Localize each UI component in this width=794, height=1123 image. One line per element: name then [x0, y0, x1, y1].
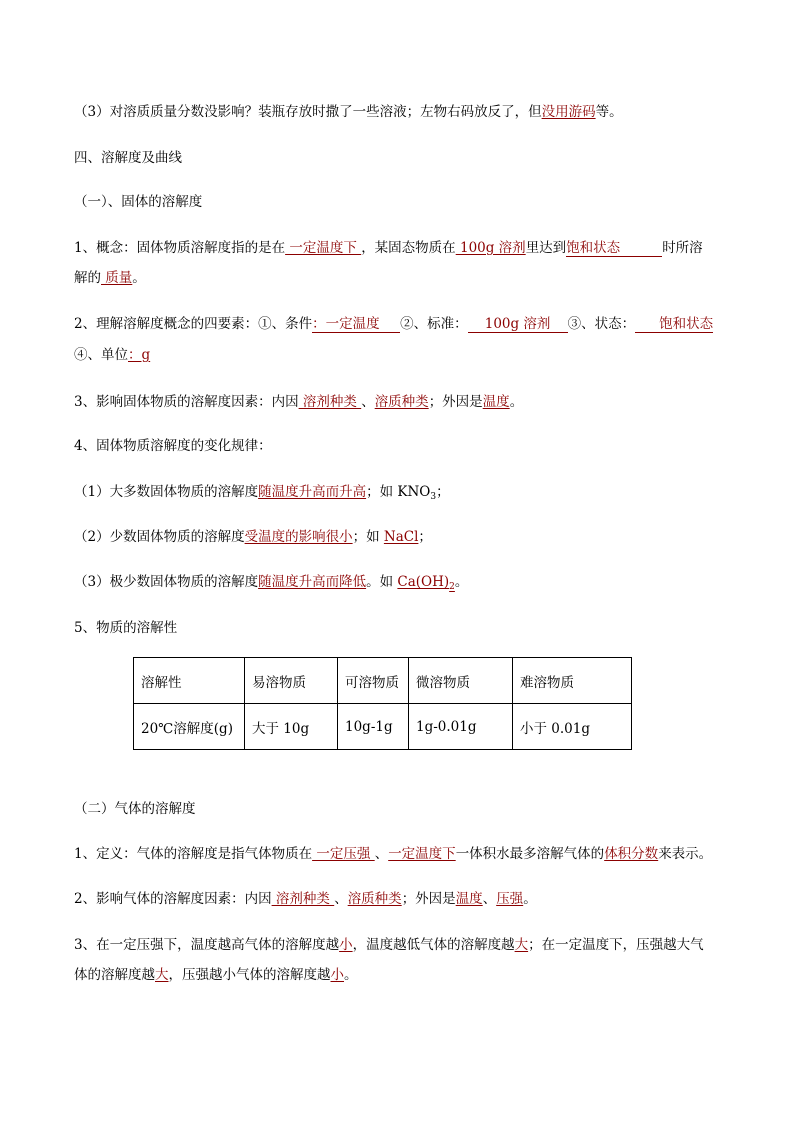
subscript: 2	[449, 582, 455, 592]
table-cell: 微溶物质	[409, 658, 513, 704]
gas-factors-blank-solvent: 溶剂种类	[271, 891, 335, 907]
factors-text: 、	[334, 891, 348, 907]
law-text: ，温度越低气体的溶解度越	[352, 937, 515, 953]
factors-blank-temperature: 温度	[482, 394, 510, 410]
solid-factors-line	[74, 392, 523, 412]
elements-blank-state: 饱和状态	[635, 316, 713, 333]
definition-blank-pressure: 一定压强	[312, 846, 375, 862]
item-3-suffix: 等。	[595, 104, 623, 120]
concept-line-2	[74, 268, 146, 288]
rule-2-blank: 受温度的影响很小	[244, 529, 353, 545]
concept-text: 时所溶	[662, 240, 703, 256]
concept-blank-state: 饱和状态	[566, 240, 662, 257]
rule-3-blank: 随温度升高而降低	[258, 574, 367, 590]
table-cell: 可溶物质	[338, 658, 409, 704]
subscript: 3	[430, 492, 437, 502]
definition-blank-volume: 体积分数	[604, 846, 659, 862]
solid-solubility-title: （一）、固体的溶解度	[74, 194, 203, 210]
concept-text: 里达到	[525, 240, 567, 256]
concept-blank-mass: 质量	[101, 270, 133, 286]
law-text: 体的溶解度越	[74, 967, 155, 983]
factors-blank-solvent: 溶剂种类	[298, 394, 362, 410]
factors-text: 、	[482, 891, 497, 907]
concept-text: 。	[132, 270, 146, 286]
rule-text: 。	[454, 574, 469, 590]
gas-factors-blank-solute: 溶质种类	[347, 891, 402, 907]
rule-text: （2）少数固体物质的溶解度	[74, 529, 245, 545]
factors-blank-solute: 溶质种类	[374, 394, 429, 410]
table-cell: 难溶物质	[513, 658, 632, 704]
concept-blank-temperature: 一定温度下	[285, 240, 362, 256]
rule-text: ；	[436, 484, 450, 500]
gas-factors-line	[74, 889, 537, 909]
gas-solubility-title: （二）气体的溶解度	[74, 801, 196, 817]
elements-text: ③、状态：	[567, 316, 636, 332]
rule-3-example: Ca(OH)	[397, 574, 450, 590]
law-text: ；在一定温度下，压强越大气	[528, 937, 704, 953]
elements-blank-standard: 100g 溶剂	[468, 316, 568, 333]
section-4-title: 四、溶解度及曲线	[74, 150, 182, 166]
definition-blank-temperature: 一定温度下	[388, 846, 456, 862]
rule-text: ；如	[352, 529, 384, 545]
law-blank: 大	[514, 937, 529, 953]
rule-text: ；如 KNO	[366, 484, 431, 500]
law-text: 。	[344, 967, 358, 983]
solubility-title: 5、物质的溶解性	[74, 620, 178, 636]
gas-factors-blank-pressure: 压强	[496, 891, 524, 907]
elements-text: ④、单位	[74, 347, 128, 363]
concept-text: ，某固态物质在	[361, 240, 456, 256]
law-text: ，压强越小气体的溶解度越	[168, 967, 331, 983]
rule-1-line	[74, 482, 450, 502]
gas-factors-blank-temperature: 温度	[455, 891, 483, 907]
factors-text: 3、影响固体物质的溶解度因素：内因	[74, 394, 299, 410]
gas-definition-line	[74, 844, 712, 864]
law-blank: 小	[339, 937, 353, 953]
rule-3-line	[74, 572, 468, 592]
factors-text: 2、影响气体的溶解度因素：内因	[74, 891, 272, 907]
concept-text: 解的	[74, 270, 101, 286]
elements-text: ②、标准：	[400, 316, 468, 332]
table-row	[134, 704, 632, 750]
table-header-row	[134, 658, 632, 704]
rule-text: （1）大多数固体物质的溶解度	[74, 484, 259, 500]
law-blank: 大	[155, 967, 169, 983]
factors-text: 。	[523, 891, 537, 907]
solubility-table	[133, 657, 632, 750]
rule-2-example: NaCl	[383, 529, 419, 545]
rule-2-line	[74, 527, 432, 547]
concept-text: 1、概念：固体物质溶解度指的是在	[74, 240, 286, 256]
item-3-blank: 没用游码	[541, 104, 596, 120]
rule-title: 4、固体物质溶解度的变化规律：	[74, 438, 272, 454]
table-cell: 小于 0.01g	[513, 704, 632, 750]
table-cell: 大于 10g	[245, 704, 338, 750]
rule-text: ；	[418, 529, 432, 545]
elements-text: 2、理解溶解度概念的四要素：①、条件	[74, 316, 313, 332]
item-3-line	[74, 102, 623, 122]
definition-text: 1、定义：气体的溶解度是指气体物质在	[74, 846, 313, 862]
gas-law-line-1	[74, 935, 704, 955]
law-blank: 小	[330, 967, 344, 983]
item-3-text: （3）对溶质质量分数没影响？装瓶存放时撒了一些溶液；左物右码放反了，但	[74, 104, 542, 120]
factors-text: 。	[509, 394, 524, 410]
rule-text: （3）极少数固体物质的溶解度	[74, 574, 259, 590]
definition-text: 、	[374, 846, 389, 862]
rule-1-blank: 随温度升高而升高	[258, 484, 367, 500]
elements-blank-unit: ：g	[128, 347, 151, 363]
definition-text: 来表示。	[658, 846, 713, 862]
rule-text: 。如	[366, 574, 398, 590]
concept-line-1	[74, 238, 703, 258]
elements-blank-condition: ：一定温度	[312, 316, 400, 333]
table-cell: 溶解性	[134, 658, 245, 704]
table-cell: 20℃溶解度(g)	[134, 704, 245, 750]
factors-text: 、	[361, 394, 375, 410]
elements-line-1	[74, 314, 713, 334]
gas-law-line-2	[74, 965, 358, 985]
table-cell: 1g-0.01g	[409, 704, 513, 750]
table-cell: 易溶物质	[245, 658, 338, 704]
factors-text: ；外因是	[428, 394, 483, 410]
factors-text: ；外因是	[401, 891, 456, 907]
table-cell: 10g-1g	[338, 704, 409, 750]
elements-line-2	[74, 345, 150, 365]
concept-blank-solvent: 100g 溶剂	[455, 240, 526, 256]
definition-text: 一体积水最多溶解气体的	[455, 846, 605, 862]
law-text: 3、在一定压强下，温度越高气体的溶解度越	[74, 937, 340, 953]
